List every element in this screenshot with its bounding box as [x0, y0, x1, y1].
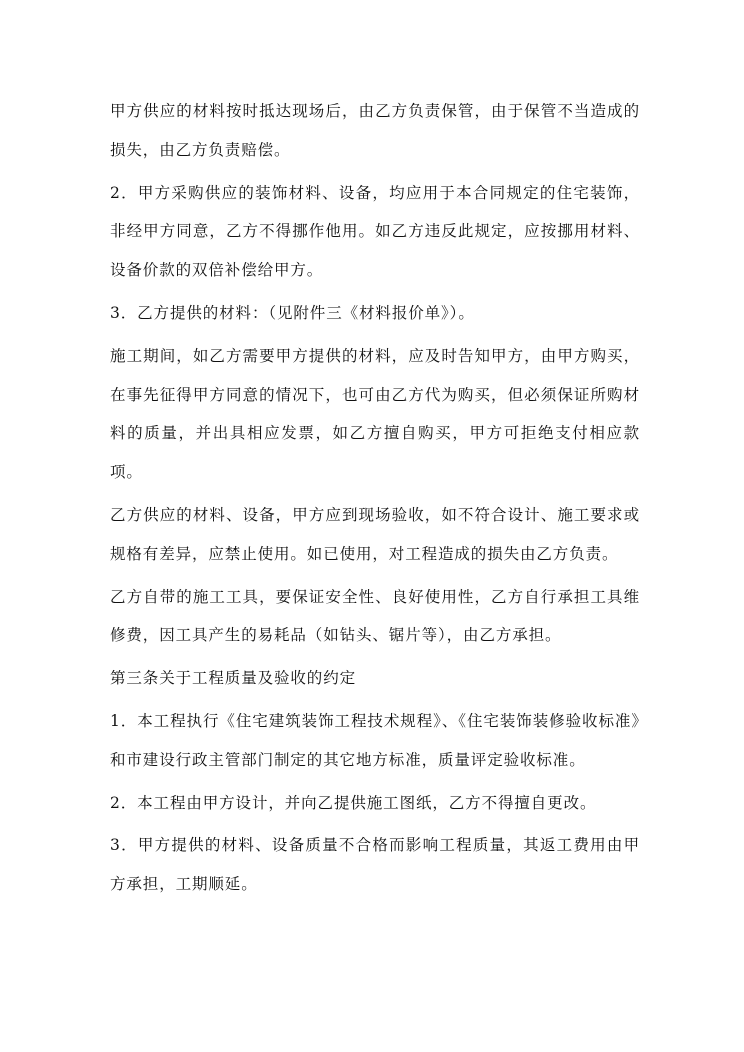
- paragraph-material-custody: 甲方供应的材料按时抵达现场后，由乙方负责保管，由于保管不当造成的损失，由乙方负责赔偿。: [110, 102, 640, 159]
- paragraph-material-inspection: 乙方供应的材料、设备，甲方应到现场验收，如不符合设计、施工要求或规格有差异，应禁止使用。如已使用，对工程造成的损失由乙方负责。: [110, 505, 640, 563]
- section-heading-article-3: 第三条关于工程质量及验收的约定: [110, 669, 357, 688]
- paragraph-item-2-procurement: 2．甲方采购供应的装饰材料、设备，均应用于本合同规定的住宅装饰，非经甲方同意，乙方不得挪作他用。如乙方违反此规定，应按挪用材料、设备价款的双倍补偿给甲方。: [110, 183, 640, 280]
- paragraph-item-3-quality: 3．甲方提供的材料、设备质量不合格而影响工程质量，其返工费用由甲方承担，工期顺延。: [110, 836, 640, 894]
- document-body: [110, 92, 640, 908]
- paragraph-item-2-design: 2．本工程由甲方设计，并向乙提供施工图纸，乙方不得擅自更改。: [110, 793, 597, 812]
- paragraph-item-3-contractor-materials: 3．乙方提供的材料：（见附件三《材料报价单》）。: [110, 303, 475, 322]
- paragraph-construction-purchase: 施工期间，如乙方需要甲方提供的材料，应及时告知甲方，由甲方购买，在事先征得甲方同意的情况下，也可由乙方代为购买，但必须保证所购材料的质量，并出具相应发票，如乙方擅自购买，甲方可拒绝支付相应款项。: [110, 346, 640, 482]
- paragraph-tools: 乙方自带的施工工具，要保证安全性、良好使用性，乙方自行承担工具维修费，因工具产生的易耗品（如钻头、锯片等），由乙方承担。: [110, 587, 640, 645]
- paragraph-item-1-standards: 1．本工程执行《住宅建筑装饰工程技术规程》、《住宅装饰装修验收标准》和市建设行政主管部门制定的其它地方标准，质量评定验收标准。: [110, 711, 640, 769]
